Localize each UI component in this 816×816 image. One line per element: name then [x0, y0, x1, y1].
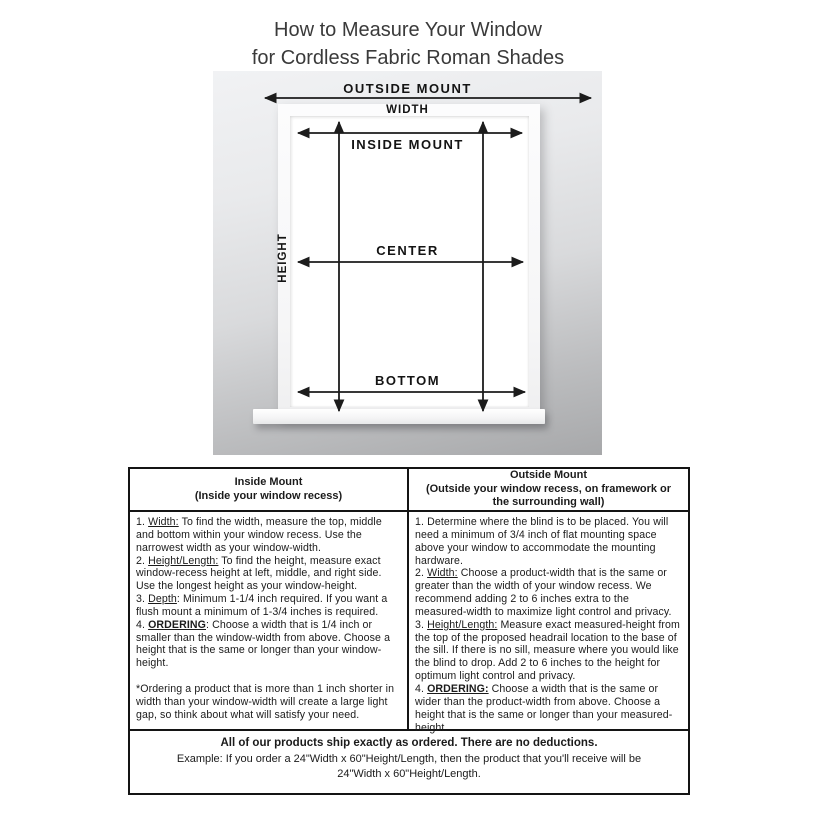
outside-mount-header	[409, 469, 688, 512]
page-title-line2: for Cordless Fabric Roman Shades	[251, 47, 565, 69]
height-label: HEIGHT	[277, 233, 289, 283]
inside-step-ordering: 4. ORDERING: Choose a width that is 1/4 inch or smaller than the window-width from above. Choose a height that is the same or longer than your window-height.	[136, 618, 391, 670]
table-header-row	[130, 469, 688, 512]
outside-mount-header-subtitle: (Outside your window recess, on framework or the surrounding wall)	[425, 482, 672, 509]
outside-step-placement: 1. Determine where the blind is to be placed. You will need a minimum of 3/4 inch of flat mounting space above your window to accommodate the mounting hardware.	[415, 516, 669, 567]
measurement-arrows	[213, 71, 602, 455]
page-title	[0, 16, 816, 72]
inside-mount-header-subtitle: (Inside your window recess)	[194, 489, 343, 502]
outside-step-height: 3. Height/Length: Measure exact measured-height from the top of the proposed headrail location to the base of the sill. If there is no sill, measure where you would like the blind to drop. Add 2 to 6 inches to the height for optimum light control and privacy.	[415, 618, 680, 683]
table-footer	[130, 729, 688, 793]
inside-step-depth: 3. Depth: Minimum 1-1/4 inch required. If you want a flush mount a minimum of 1-3/4 inches is required.	[136, 593, 388, 618]
page-title-line1: How to Measure Your Window	[274, 19, 542, 41]
inside-mount-label: INSIDE MOUNT	[351, 137, 464, 152]
footer-example-line1: Example: If you order a 24"Width x 60"Height/Length, then the product that you'll receive will be	[176, 752, 642, 765]
footer-shipping-note: All of our products ship exactly as ordered. There are no deductions.	[220, 737, 598, 749]
inside-mount-header-title: Inside Mount	[234, 476, 303, 488]
outside-step-ordering: 4. ORDERING: Choose a width that is the same or wider than the product-width from above. Choose a height that is the same or longer than your measured-height.	[415, 682, 673, 734]
footer-example-line2: 24"Width x 60"Height/Length.	[337, 768, 481, 780]
table-body-row	[130, 512, 688, 734]
outside-mount-instructions	[409, 512, 688, 734]
outside-mount-header-title: Outside Mount	[510, 469, 587, 482]
inside-mount-instructions	[130, 512, 409, 729]
center-label: CENTER	[376, 243, 439, 258]
measuring-instructions-table	[128, 467, 690, 795]
inside-note: *Ordering a product that is more than 1 inch shorter in width than your window-width will create a large light gap, so think about what will satisfy your need.	[136, 683, 395, 721]
inside-step-height: 2. Height/Length: To find the height, measure exact window-recess height at left, middle, and right side. Use the longest height as your window-height.	[136, 554, 382, 593]
window-measurement-diagram	[213, 71, 602, 455]
outside-mount-label: OUTSIDE MOUNT	[343, 81, 472, 96]
inside-step-width: 1. Width: To find the width, measure the top, middle and bottom within your window recess. Use the narrowest width as your window-width.	[136, 516, 382, 554]
inside-mount-header	[130, 469, 409, 512]
width-label: WIDTH	[386, 104, 429, 116]
bottom-label: BOTTOM	[374, 373, 441, 388]
outside-step-width: 2. Width: Choose a product-width that is the same or greater than the width of your window recess. We recommend adding 2 to 6 inches extra to the measured-width to maximize light control and privacy.	[415, 567, 672, 618]
